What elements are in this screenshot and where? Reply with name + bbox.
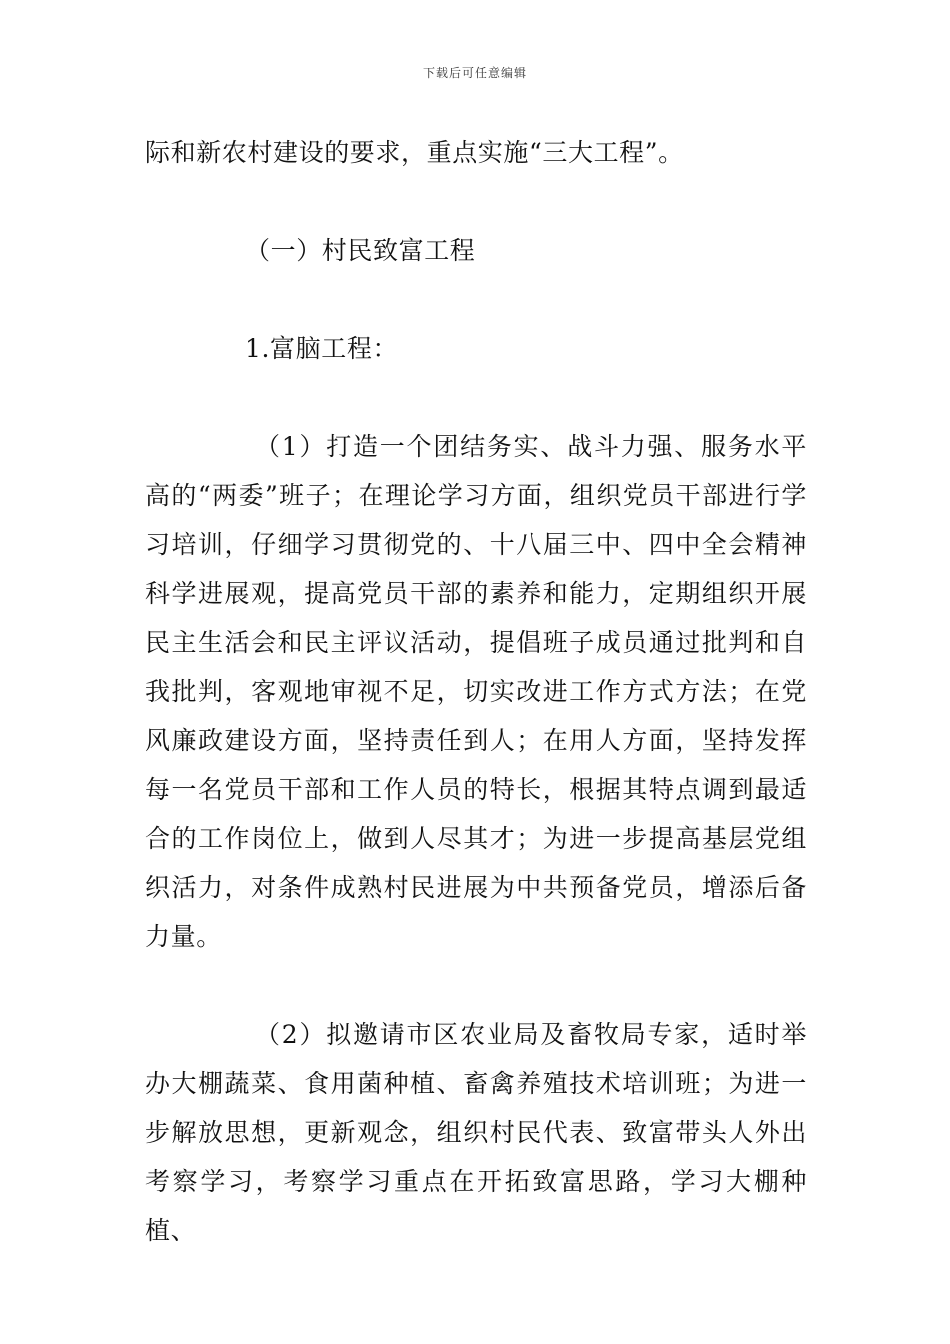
body-paragraph-1: （1）打造一个团结务实、战斗力强、服务水平高的“两委”班子；在理论学习方面，组织党员干部进行学习培训，仔细学习贯彻党的、十八届三中、四中全会精神科学进展观，提高党员干部的素养和能力，定期组织开展民主生活会和民主评议活动，提倡班子成员通过批判和自我批判，客观地审视不足，切实改进工作方式方法；在党风廉政建设方面，坚持责任到人；在用人方面，坚持发挥每一名党员干部和工作人员的特长，根据其特点调到最适合的工作岗位上，做到人尽其才；为进一步提高基层党组织活力，对条件成熟村民进展为中共预备党员，增添后备力量。 <box>145 432 807 951</box>
body-paragraph-2: （2）拟邀请市区农业局及畜牧局专家，适时举办大棚蔬菜、食用菌种植、畜禽养殖技术培训班；为进一步解放思想，更新观念，组织村民代表、致富带头人外出考察学习，考察学习重点在开拓致富思路，学习大棚种植、 <box>145 1020 807 1245</box>
page-header: 下载后可任意编辑 <box>422 66 527 80</box>
section-heading: （一）村民致富工程 <box>245 236 476 265</box>
sub-heading: 1.富脑工程： <box>245 334 399 363</box>
continuation-paragraph: 际和新农村建设的要求，重点实施“三大工程”。 <box>145 138 684 167</box>
document-body <box>145 128 807 1304</box>
